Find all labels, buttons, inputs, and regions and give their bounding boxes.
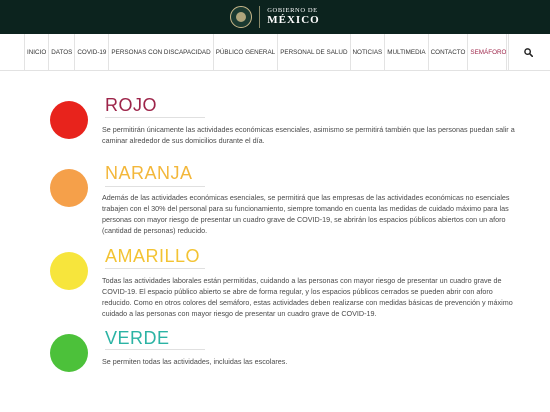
search-button[interactable] <box>506 34 550 70</box>
red-circle-icon <box>50 101 88 139</box>
level-description-amarillo: Todas las actividades laborales están permitidas, cuidando a las personas con mayor riesgo de presentar un cuadro grave de COVID-19. El espacio público abierto se abre de forma regular, y los espacios públicos cerrados se pueden abrir con aforo reducido. Como en otros colores del semáforo, estas actividades deben realizarse con medidas básicas de prevención y máximo cuidado a las personas con mayor riesgo de presentar un cuadro grave de COVID-19. <box>102 276 513 318</box>
yellow-circle-icon <box>50 252 88 290</box>
title-underline <box>105 349 205 350</box>
nav-item-personal-de-salud[interactable]: PERSONAL DE SALUD <box>278 34 350 70</box>
search-icon <box>524 48 533 57</box>
level-description-naranja: Además de las actividades económicas esenciales, se permitirá que las empresas de las actividades económicas no esenciales trabajen con el 30% del personal para su funcionamiento, siempre tomando en cuenta las medidas de cuidado máximo para las personas con mayor riesgo de presentar un cuadro grave de COVID-19, se abrirán los espacios públicos abiertos con un aforo (cantidad de personas) reducido. <box>102 193 510 235</box>
level-title-rojo: ROJO <box>105 95 158 115</box>
nav-item-personas-con-discapacidad[interactable]: PERSONAS CON DISCAPACIDAD <box>109 34 213 70</box>
nav-item-contacto[interactable]: CONTACTO <box>429 34 469 70</box>
nav-item-covid19[interactable]: COVID-19 <box>75 34 109 70</box>
nav-item-semaforo[interactable]: SEMÁFORO <box>468 34 509 70</box>
level-title-amarillo: AMARILLO <box>105 246 201 266</box>
title-underline <box>105 186 205 187</box>
logo-wordmark <box>267 8 319 27</box>
logo-big-text: MÉXICO <box>267 14 320 27</box>
gobierno-logo[interactable] <box>230 6 319 28</box>
level-description-verde: Se permiten todas las actividades, incluidas las escolares. <box>102 357 288 366</box>
nav-item-multimedia[interactable]: MULTIMEDIA <box>385 34 428 70</box>
nav-item-datos[interactable]: DATOS <box>49 34 75 70</box>
title-underline <box>105 117 205 118</box>
level-title-naranja: NARANJA <box>105 163 193 183</box>
nav-item-inicio[interactable]: INICIO <box>24 34 49 70</box>
nav-item-noticias[interactable]: NOTICIAS <box>351 34 386 70</box>
logo-small-text: GOBIERNO DE <box>267 6 318 14</box>
green-circle-icon <box>50 334 88 372</box>
logo-divider <box>259 6 260 28</box>
main-nav <box>0 34 550 71</box>
level-title-verde: VERDE <box>105 328 170 348</box>
title-underline <box>105 268 205 269</box>
nav-item-publico-general[interactable]: PÚBLICO GENERAL <box>214 34 279 70</box>
coat-of-arms-icon <box>230 6 252 28</box>
orange-circle-icon <box>50 169 88 207</box>
level-description-rojo: Se permitirán únicamente las actividades económicas esenciales, asimismo se permitirá también que las personas puedan salir a caminar alrededor de sus domicilios durante el día. <box>102 125 515 145</box>
top-header <box>0 0 550 34</box>
